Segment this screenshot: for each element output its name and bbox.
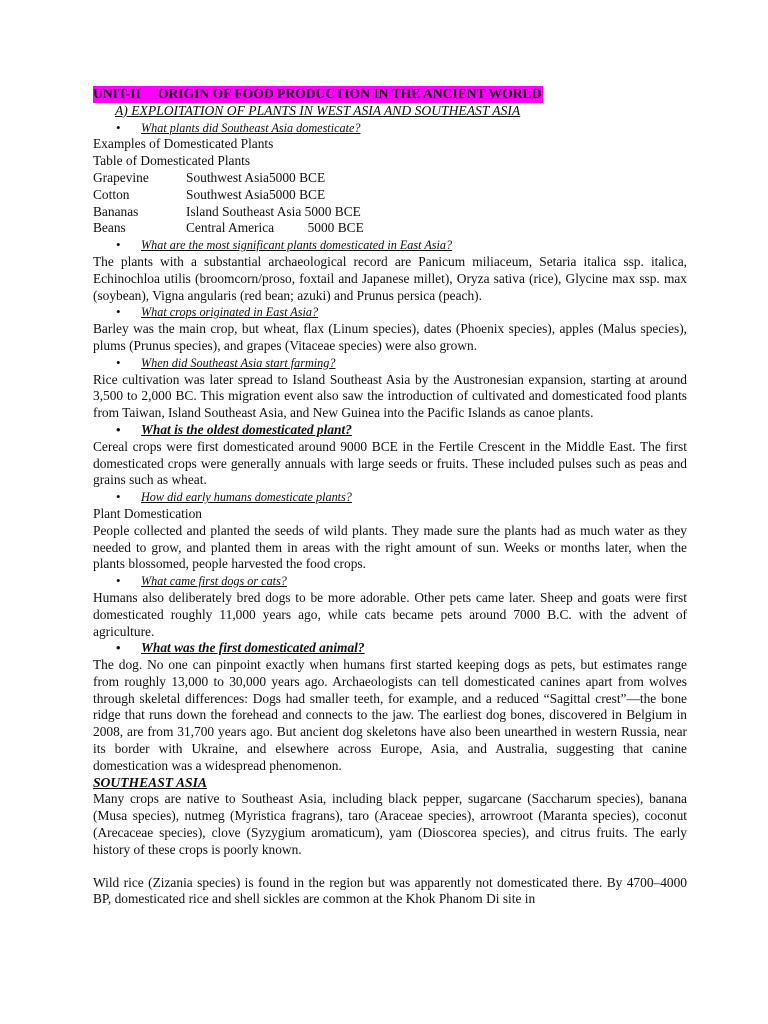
paragraph-east-asia-crops: Barley was the main crop, but wheat, flax (Linum species), dates (Phoenix species), apples (Malus species), plums (Prunus species), and grapes (Vitaceae species) were also grown.: [93, 321, 687, 353]
document-page: [93, 86, 687, 908]
table-row: [93, 204, 687, 221]
table-row: [93, 220, 687, 237]
question-8: • What was the first domesticated animal?: [93, 640, 687, 657]
plant-origin: Central America 5000 BCE: [186, 220, 364, 236]
paragraph-wild-rice: Wild rice (Zizania species) is found in the region but was apparently not domesticated there. By 4700–4000 BP, domesticated rice and shell sickles are common at the Khok Phanom Di site in: [93, 874, 687, 907]
paragraph-gap: [93, 859, 687, 875]
question-5: • What is the oldest domesticated plant?: [93, 422, 687, 439]
unit-title: UNIT-II ORIGIN OF FOOD PRODUCTION IN THE ANCIENT WORLD: [93, 86, 542, 101]
plants-table: [93, 170, 687, 237]
title-line: [93, 86, 687, 103]
question-6: • How did early humans domesticate plants?: [93, 489, 687, 506]
question-1: • What plants did Southeast Asia domesticate?: [93, 120, 687, 137]
plant-origin: Southwest Asia5000 BCE: [186, 186, 326, 202]
paragraph-oldest-plant: Cereal crops were first domesticated around 9000 BCE in the Fertile Crescent in the Middle East. The first domesticated crops were generally annuals with large seeds or fruits. These included pulses such as peas and grains such as wheat.: [93, 438, 687, 488]
table-row: [93, 170, 687, 187]
paragraph-east-asia-plants: The plants with a substantial archaeological record are Panicum miliaceum, Setaria italica ssp. italica, Echinochloa utilis (broomcorn/proso, foxtail and Japanese millet), Oryza sativa (rice), Glycine max ssp. max (soybean), Vigna angularis (red bean; azuki) and Prunus persica (peach).: [93, 253, 687, 303]
table-row: [93, 187, 687, 204]
paragraph-first-animal: The dog. No one can pinpoint exactly when humans first started keeping dogs as pets, but estimates range from roughly 13,000 to 30,000 years ago. Archaeologists can tell domesticated canines apart from wolves through skeletal differences: Dogs had smaller teeth, for example, and a reduced “Sagittal crest”—the bone ridge that runs down the forehead and connects to the jaw. The earliest dog bones, discovered in Belgium in 2008, are from 31,700 years ago. But ancient dog skeletons have also been unearthed in western Russia, near its border with Ukraine, and elsewhere across Europe, Asia, and Australia, suggesting that canine domestication was a widespread phenomenon.: [93, 657, 687, 773]
plant-name: Beans: [93, 220, 126, 236]
plant-name: Cotton: [93, 186, 130, 202]
paragraph-southeast-crops: Many crops are native to Southeast Asia, including black pepper, sugarcane (Saccharum species), banana (Musa species), nutmeg (Myristica fragrans), taro (Araceae species), arrowroot (Maranta species), coconut (Arecaceae species), clove (Syzygium aromaticum), yam (Dioscorea species), and citrus fruits. The early history of these crops is poorly known.: [93, 791, 687, 857]
paragraph-southeast-farming: Rice cultivation was later spread to Island Southeast Asia by the Austronesian expansion, starting at around 3,500 to 2,000 BC. This migration event also saw the introduction of cultivated and domesticated food plants from Taiwan, Island Southeast Asia, and New Guinea into the Pacific Islands as canoe plants.: [93, 371, 687, 421]
section-subtitle: A) EXPLOITATION OF PLANTS IN WEST ASIA AND SOUTHEAST ASIA: [115, 102, 521, 118]
question-7: • What came first dogs or cats?: [93, 573, 687, 590]
table-heading: Table of Domesticated Plants: [93, 153, 251, 169]
paragraph-plant-domestication: People collected and planted the seeds of wild plants. They made sure the plants had as much water as they needed to grow, and planted them in areas with the right amount of sun. Weeks or months later, when the plants blossomed, people harvested the food crops.: [93, 522, 687, 572]
southeast-asia-heading: SOUTHEAST ASIA: [93, 774, 207, 790]
plant-name: Grapevine: [93, 169, 149, 185]
paragraph-dogs-cats: Humans also deliberately bred dogs to be more adorable. Other pets came later. Sheep and goats were first domesticated roughly 11,000 years ago, while cats became pets around 7000 B.C. with the advent of agriculture.: [93, 589, 687, 639]
question-2: • What are the most significant plants domesticated in East Asia?: [93, 237, 687, 254]
question-4: • When did Southeast Asia start farming?: [93, 355, 687, 372]
examples-heading: Examples of Domesticated Plants: [93, 136, 274, 152]
plant-origin: Island Southeast Asia 5000 BCE: [186, 203, 361, 219]
plant-origin: Southwest Asia5000 BCE: [186, 169, 326, 185]
plant-name: Bananas: [93, 203, 139, 219]
plant-domestication-heading: Plant Domestication: [93, 505, 202, 521]
question-3: • What crops originated in East Asia?: [93, 304, 687, 321]
